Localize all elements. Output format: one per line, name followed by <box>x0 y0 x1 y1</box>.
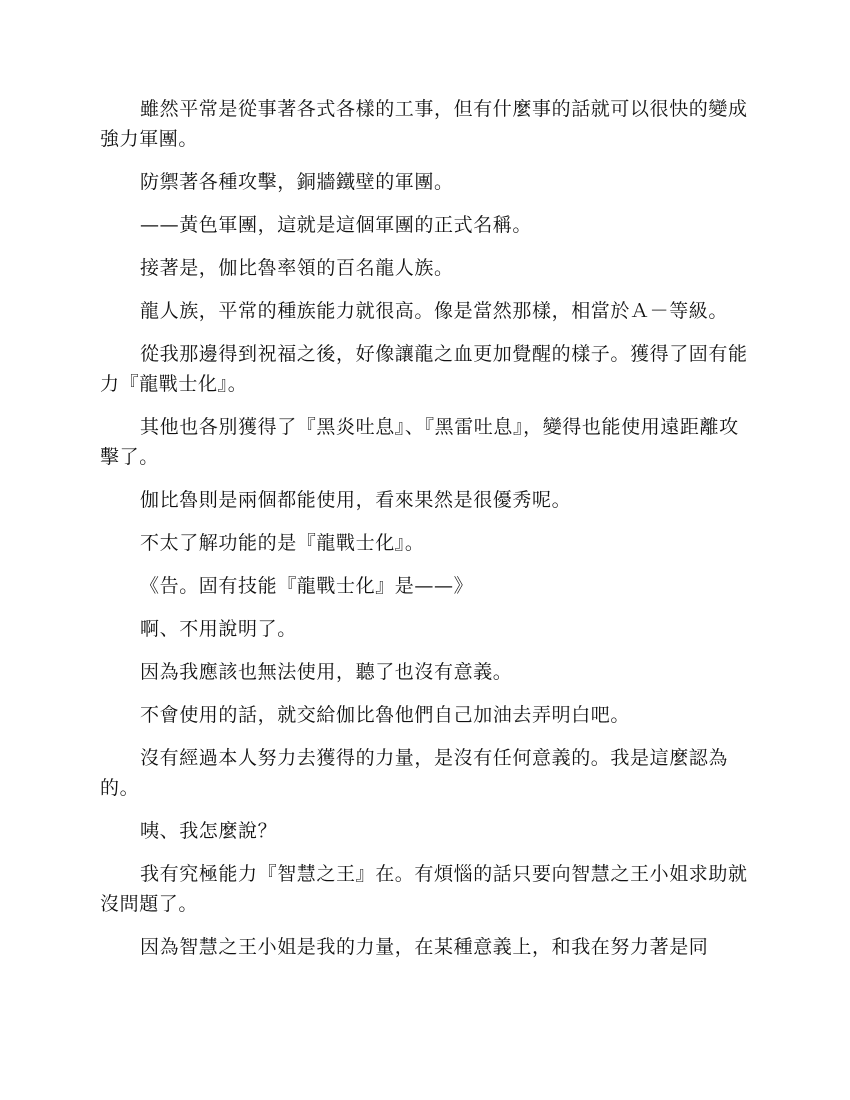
paragraph-11: 啊、不用說明了。 <box>140 618 297 640</box>
paragraph-12: 因為我應該也無法使用，聽了也沒有意義。 <box>140 661 513 683</box>
paragraph-16: 我有究極能力『智慧之王』在。有煩惱的話只要向智慧之王小姐求助就沒問題了。 <box>100 863 748 915</box>
paragraph-6: 從我那邊得到祝福之後，好像讓龍之血更加覺醒的樣子。獲得了固有能力『龍戰士化』。 <box>100 343 748 395</box>
text-body <box>100 94 748 975</box>
paragraph-13: 不會使用的話，就交給伽比魯他們自己加油去弄明白吧。 <box>140 704 631 726</box>
paragraph-15: 咦、我怎麼說？ <box>140 820 278 842</box>
paragraph-3: ——黃色軍團，這就是這個軍團的正式名稱。 <box>140 214 533 236</box>
paragraph-4: 接著是，伽比魯率領的百名龍人族。 <box>140 257 454 279</box>
paragraph-1: 雖然平常是從事著各式各樣的工事，但有什麼事的話就可以很快的變成強力軍團。 <box>100 98 748 150</box>
paragraph-7: 其他也各別獲得了『黑炎吐息』、『黑雷吐息』，變得也能使用遠距離攻擊了。 <box>100 416 739 468</box>
paragraph-2: 防禦著各種攻擊，銅牆鐵壁的軍團。 <box>140 171 454 193</box>
paragraph-14: 沒有經過本人努力去獲得的力量，是沒有任何意義的。我是這麼認為的。 <box>100 747 729 799</box>
paragraph-17: 因為智慧之王小姐是我的力量，在某種意義上，和我在努力著是同 <box>140 936 709 958</box>
paragraph-9: 不太了解功能的是『龍戰士化』。 <box>140 532 425 554</box>
paragraph-5: 龍人族，平常的種族能力就很高。像是當然那樣，相當於Ａ－等級。 <box>140 300 729 322</box>
paragraph-10: 《告。固有技能『龍戰士化』是——》 <box>140 575 474 597</box>
paragraph-8: 伽比魯則是兩個都能使用，看來果然是很優秀呢。 <box>140 489 572 511</box>
